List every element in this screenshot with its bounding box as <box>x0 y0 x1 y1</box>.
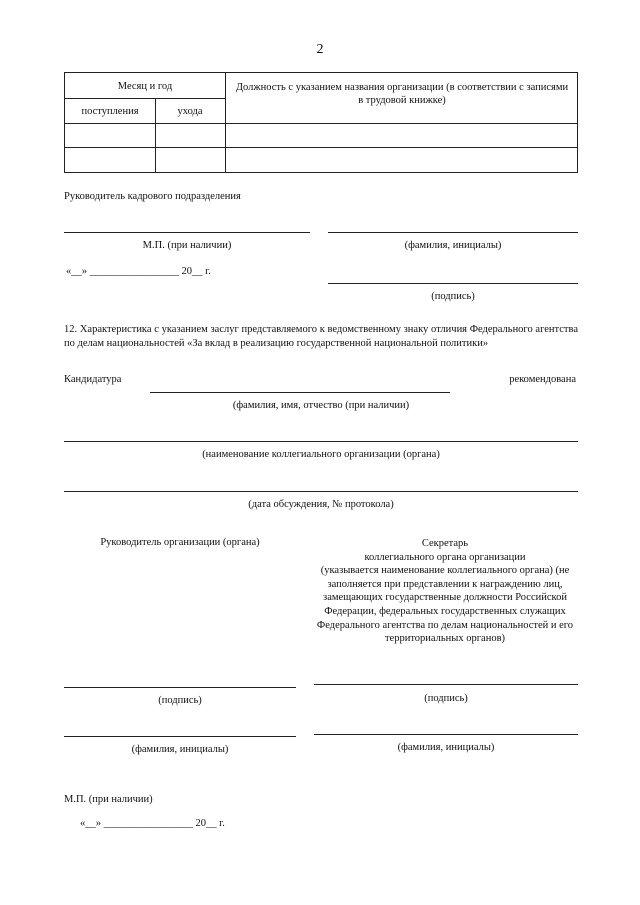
org-head-label: Руководитель организации (органа) <box>100 537 260 548</box>
mp-label: М.П. (при наличии) <box>142 240 232 251</box>
secretary-sign-line[interactable] <box>314 684 578 685</box>
employment-table <box>64 72 578 173</box>
sig-left-caption: (подпись) <box>158 695 202 706</box>
full-name-caption: (фамилия, имя, отчество (при наличии) <box>232 400 410 411</box>
org-head-name-line[interactable] <box>64 736 296 737</box>
hr-head-label: Руководитель кадрового подразделения <box>64 191 241 202</box>
fio-caption: (фамилия, инициалы) <box>404 240 502 251</box>
secretary-text: Секретарь коллегиального органа организации (указывается наименование коллегиального органа) (не заполняется при представлении к награждению лиц, замещающих государственные должности Российской Федерации, федеральных государственных служащих Федерального агентства по делам национальностей и его территориальных органов) <box>316 538 574 645</box>
sig-right-caption: (подпись) <box>424 693 468 704</box>
discussion-date-line[interactable] <box>64 491 578 492</box>
collegial-body-line[interactable] <box>64 441 578 442</box>
col-leave: ухода <box>177 106 203 117</box>
col-position: Должность с указанием названия организации (в соответствии с записями в трудовой книжке) <box>235 82 569 106</box>
discussion-date-caption: (дата обсуждения, № протокола) <box>248 499 394 510</box>
fio-right-caption: (фамилия, инициалы) <box>397 742 495 753</box>
signature-caption: (подпись) <box>431 291 475 302</box>
item-12-text: 12. Характеристика с указанием заслуг представляемого к ведомственному знаку отличия Федерального агентства по делам национальностей «За вклад в реализацию государственной национальной политики» <box>64 324 578 349</box>
col-month-year: Месяц и год <box>117 81 173 92</box>
date-line[interactable]: «__» _________________ 20__ г. <box>66 266 211 277</box>
table-row[interactable] <box>65 148 577 172</box>
col-entry: поступления <box>81 106 139 117</box>
secretary-name-line[interactable] <box>314 734 578 735</box>
hr-name-line[interactable] <box>328 232 578 233</box>
hr-signature-line[interactable] <box>64 232 310 233</box>
fio-left-caption: (фамилия, инициалы) <box>131 744 229 755</box>
candidacy-label: Кандидатура <box>64 374 122 385</box>
org-head-sign-line[interactable] <box>64 687 296 688</box>
mp-bottom-label: М.П. (при наличии) <box>64 794 153 805</box>
date-line-bottom[interactable]: «__» _________________ 20__ г. <box>80 818 225 829</box>
table-row[interactable] <box>65 124 577 147</box>
hr-sign-line[interactable] <box>328 283 578 284</box>
recommended-label: рекомендована <box>509 374 576 385</box>
candidate-name-line[interactable] <box>150 392 450 393</box>
collegial-body-caption: (наименование коллегиального организации (органа) <box>202 449 440 460</box>
page-number: 2 <box>316 42 324 57</box>
